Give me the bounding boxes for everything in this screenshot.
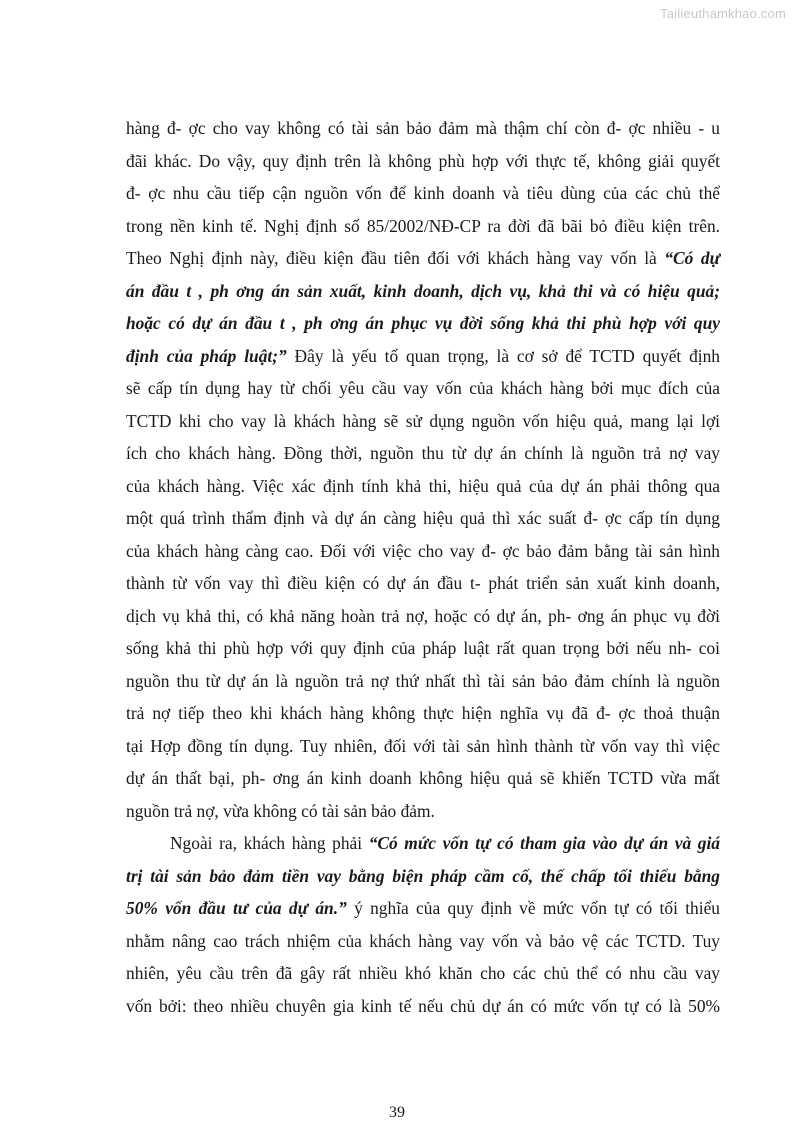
text-run: đ- ợc nhu cầu tiếp cận nguồn vốn để kinh doanh và tiêu dùng của các chủ thể [126, 183, 720, 203]
text-line [126, 665, 720, 698]
text-run: hàng đ- ợc cho vay không có tài sản bảo đảm mà thậm chí còn đ- ợc nhiều - u [126, 118, 720, 138]
text-line [126, 372, 720, 405]
text-line [126, 275, 720, 308]
text-line [126, 892, 720, 925]
text-run: tại Hợp đồng tín dụng. Tuy nhiên, đối với tài sản hình thành từ vốn vay thì việc [126, 735, 720, 756]
text-run: sẽ cấp tín dụng hay từ chối yêu cầu vay vốn của khách hàng bởi mục đích của [126, 378, 720, 398]
text-run: thành từ vốn vay thì điều kiện có dự án đầu t- phát triển sản xuất kinh doanh, [126, 573, 720, 593]
emphasis-run: định của pháp luật;” [126, 345, 287, 366]
text-run: dịch vụ khả thi, có khả năng hoàn trả nợ, hoặc có dự án, ph- ơng án phục vụ đời [126, 605, 720, 626]
emphasis-run: trị tài sản bảo đảm tiền vay bằng biện pháp cầm cố, thế chấp tối thiểu bằng [126, 865, 720, 886]
document-body [126, 112, 720, 1022]
text-line [126, 957, 720, 990]
emphasis-run: “Có mức vốn tự có tham gia vào dự án và giá [368, 833, 720, 853]
text-line [126, 567, 720, 600]
text-run: trả nợ tiếp theo khi khách hàng không thực hiện nghĩa vụ đã đ- ợc thoả thuận [126, 703, 720, 723]
text-line [126, 210, 720, 243]
text-line [126, 307, 720, 340]
text-run: nguồn trả nợ, vừa không có tài sản bảo đảm. [126, 800, 435, 821]
text-line [126, 697, 720, 730]
text-line [126, 145, 720, 178]
text-line [126, 437, 720, 470]
watermark: Tailieuthamkhao.com [660, 6, 786, 21]
text-line [126, 242, 720, 275]
text-line [126, 112, 720, 145]
text-run: TCTD khi cho vay là khách hàng sẽ sử dụng nguồn vốn hiệu quả, mang lại lợi [126, 410, 720, 431]
text-line [126, 340, 720, 373]
text-line [126, 470, 720, 503]
emphasis-run: án đầu t , ph ơng án sản xuất, kinh doanh, dịch vụ, khả thi và có hiệu quả; [126, 280, 720, 301]
text-run: đãi khác. Do vậy, quy định trên là không phù hợp với thực tế, không giải quyết [126, 150, 720, 171]
text-line [126, 990, 720, 1023]
text-line [126, 535, 720, 568]
text-run: dự án thất bại, ph- ơng án kinh doanh không hiệu quả sẽ khiến TCTD vừa mất [126, 768, 720, 788]
text-line [126, 762, 720, 795]
paragraph [126, 827, 720, 1022]
text-run: Ngoài ra, khách hàng phải [170, 833, 369, 853]
text-run: ý nghĩa của quy định về mức vốn tự có tối thiểu [346, 898, 720, 918]
text-run: ích cho khách hàng. Đồng thời, nguồn thu từ dự án chính là nguồn trả nợ vay [126, 443, 720, 463]
text-line [126, 860, 720, 893]
text-line [126, 827, 720, 860]
text-run: nguồn thu từ dự án là nguồn trả nợ thứ nhất thì tài sản bảo đảm chính là nguồn [126, 670, 720, 691]
text-line [126, 502, 720, 535]
text-run: của khách hàng. Việc xác định tính khả thi, hiệu quả của dự án phải thông qua [126, 475, 720, 496]
text-run: của khách hàng càng cao. Đối với việc cho vay đ- ợc bảo đảm bằng tài sản hình [126, 540, 720, 561]
text-run: một quá trình thẩm định và dự án càng hiệu quả thì xác suất đ- ợc cấp tín dụng [126, 508, 720, 528]
text-run: Đây là yếu tố quan trọng, là cơ sở để TCTD quyết định [286, 345, 720, 366]
text-line [126, 730, 720, 763]
text-line [126, 632, 720, 665]
emphasis-run: 50% vốn đầu tư của dự án.” [126, 898, 347, 918]
emphasis-run: “Có dự [664, 248, 721, 268]
text-run: vốn bởi: theo nhiều chuyên gia kinh tế nếu chủ dự án có mức vốn tự có là 50% [126, 995, 720, 1016]
text-run: Theo Nghị định này, điều kiện đầu tiên đối với khách hàng vay vốn là [126, 248, 665, 268]
text-line [126, 405, 720, 438]
text-line [126, 177, 720, 210]
text-run: sống khả thi phù hợp với quy định của pháp luật rất quan trọng bởi nếu nh- coi [126, 638, 720, 658]
text-run: nhiên, yêu cầu trên đã gây rất nhiều khó khăn cho các chủ thể có nhu cầu vay [126, 963, 720, 983]
text-line [126, 795, 720, 828]
paragraph [126, 112, 720, 827]
emphasis-run: hoặc có dự án đầu t , ph ơng án phục vụ đời sống khả thi phù hợp với quy [126, 313, 720, 333]
text-line [126, 925, 720, 958]
page-number: 39 [389, 1104, 405, 1121]
text-line [126, 600, 720, 633]
text-run: trong nền kinh tế. Nghị định số 85/2002/NĐ-CP ra đời đã bãi bỏ điều kiện trên. [126, 215, 720, 236]
text-run: nhằm nâng cao trách nhiệm của khách hàng vay vốn và bảo vệ các TCTD. Tuy [126, 930, 720, 951]
